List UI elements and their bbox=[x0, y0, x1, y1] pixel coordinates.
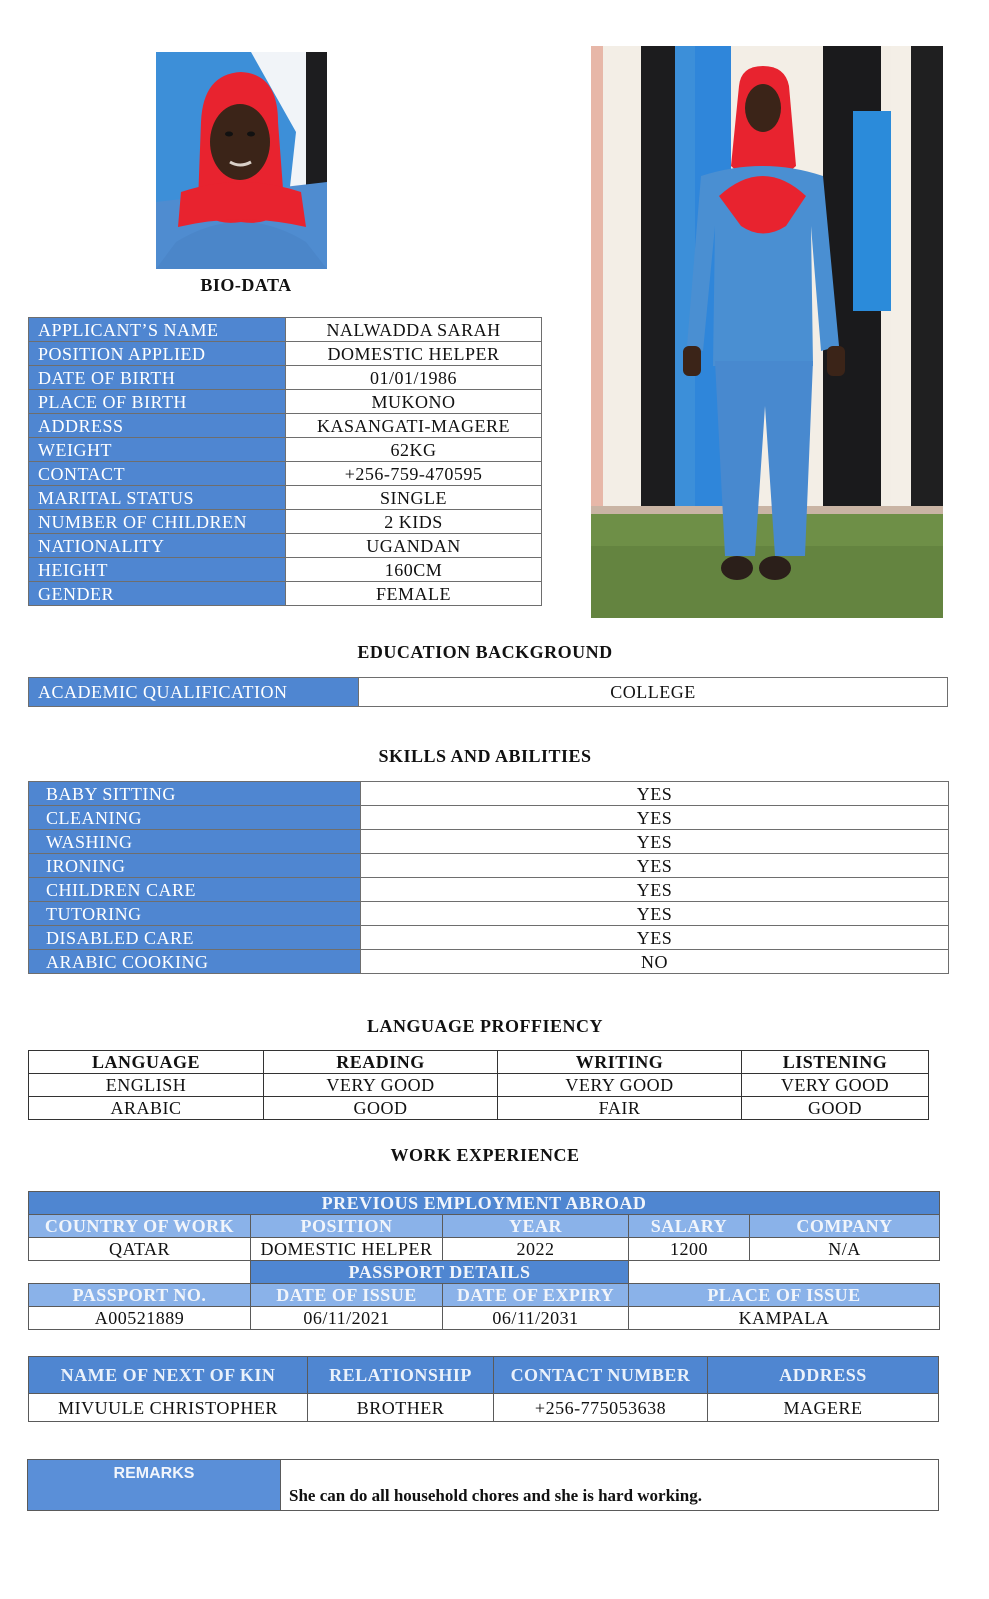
bio-value: UGANDAN bbox=[286, 534, 542, 558]
bio-label: NATIONALITY bbox=[29, 534, 286, 558]
skill-row bbox=[29, 926, 949, 950]
employment-header-row bbox=[29, 1215, 940, 1238]
blank-cell bbox=[29, 1261, 251, 1284]
skill-label: BABY SITTING bbox=[29, 782, 361, 806]
language-header: LANGUAGE bbox=[29, 1051, 264, 1074]
passport-header-row bbox=[29, 1284, 940, 1307]
bio-label: GENDER bbox=[29, 582, 286, 606]
employment-cell: QATAR bbox=[29, 1238, 251, 1261]
skill-value: YES bbox=[361, 926, 949, 950]
language-header: LISTENING bbox=[742, 1051, 929, 1074]
bio-label: POSITION APPLIED bbox=[29, 342, 286, 366]
employment-cell: 1200 bbox=[629, 1238, 750, 1261]
passport-cell: 06/11/2031 bbox=[443, 1307, 629, 1330]
skill-value: YES bbox=[361, 830, 949, 854]
bio-value: KASANGATI-MAGERE bbox=[286, 414, 542, 438]
language-cell: VERY GOOD bbox=[742, 1074, 929, 1097]
language-header-row bbox=[29, 1051, 929, 1074]
bio-row bbox=[29, 366, 542, 390]
employment-header: COUNTRY OF WORK bbox=[29, 1215, 251, 1238]
employment-cell: DOMESTIC HELPER bbox=[251, 1238, 443, 1261]
passport-header: DATE OF EXPIRY bbox=[443, 1284, 629, 1307]
employment-header: SALARY bbox=[629, 1215, 750, 1238]
skill-row bbox=[29, 854, 949, 878]
employment-caption: PREVIOUS EMPLOYMENT ABROAD bbox=[29, 1192, 940, 1215]
kin-cell: BROTHER bbox=[308, 1394, 494, 1422]
skill-row bbox=[29, 806, 949, 830]
language-table bbox=[28, 1050, 929, 1120]
kin-header: NAME OF NEXT OF KIN bbox=[29, 1357, 308, 1394]
language-row bbox=[29, 1074, 929, 1097]
skill-row bbox=[29, 950, 949, 974]
bio-label: PLACE OF BIRTH bbox=[29, 390, 286, 414]
bio-row bbox=[29, 558, 542, 582]
kin-cell: MAGERE bbox=[708, 1394, 939, 1422]
employment-header: COMPANY bbox=[750, 1215, 940, 1238]
full-body-photo bbox=[591, 46, 943, 618]
bio-label: APPLICANT’S NAME bbox=[29, 318, 286, 342]
next-of-kin-table bbox=[28, 1356, 939, 1422]
language-cell: GOOD bbox=[264, 1097, 498, 1120]
portrait-photo bbox=[156, 52, 327, 269]
kin-header: ADDRESS bbox=[708, 1357, 939, 1394]
skill-row bbox=[29, 902, 949, 926]
skills-table bbox=[28, 781, 949, 974]
skill-label: IRONING bbox=[29, 854, 361, 878]
passport-cell: A00521889 bbox=[29, 1307, 251, 1330]
passport-row bbox=[29, 1307, 940, 1330]
bio-row bbox=[29, 462, 542, 486]
language-header: WRITING bbox=[498, 1051, 742, 1074]
skills-title: SKILLS AND ABILITIES bbox=[378, 746, 592, 766]
kin-cell: +256-775053638 bbox=[494, 1394, 708, 1422]
employment-cell: N/A bbox=[750, 1238, 940, 1261]
bio-label: WEIGHT bbox=[29, 438, 286, 462]
passport-header: PASSPORT NO. bbox=[29, 1284, 251, 1307]
bio-data-title: BIO-DATA bbox=[200, 275, 292, 295]
kin-header: RELATIONSHIP bbox=[308, 1357, 494, 1394]
remarks-text: She can do all household chores and she is hard working. bbox=[281, 1460, 939, 1511]
language-cell: VERY GOOD bbox=[264, 1074, 498, 1097]
skill-row bbox=[29, 830, 949, 854]
bio-row bbox=[29, 534, 542, 558]
bio-row bbox=[29, 318, 542, 342]
employment-caption-row bbox=[29, 1192, 940, 1215]
education-label: ACADEMIC QUALIFICATION bbox=[29, 678, 359, 707]
bio-row bbox=[29, 486, 542, 510]
bio-value: +256-759-470595 bbox=[286, 462, 542, 486]
passport-cell: KAMPALA bbox=[629, 1307, 940, 1330]
bio-label: CONTACT bbox=[29, 462, 286, 486]
bio-value: FEMALE bbox=[286, 582, 542, 606]
language-title: LANGUAGE PROFFIENCY bbox=[366, 1016, 603, 1036]
bio-row bbox=[29, 342, 542, 366]
work-experience-title: WORK EXPERIENCE bbox=[390, 1145, 580, 1165]
remarks-table bbox=[27, 1459, 939, 1511]
bio-value: 2 KIDS bbox=[286, 510, 542, 534]
language-header: READING bbox=[264, 1051, 498, 1074]
education-value: COLLEGE bbox=[359, 678, 948, 707]
education-row bbox=[29, 678, 948, 707]
language-row bbox=[29, 1097, 929, 1120]
language-cell: ARABIC bbox=[29, 1097, 264, 1120]
kin-cell: MIVUULE CHRISTOPHER bbox=[29, 1394, 308, 1422]
passport-cell: 06/11/2021 bbox=[251, 1307, 443, 1330]
bio-label: MARITAL STATUS bbox=[29, 486, 286, 510]
bio-row bbox=[29, 438, 542, 462]
skill-value: YES bbox=[361, 806, 949, 830]
employment-header: POSITION bbox=[251, 1215, 443, 1238]
skill-row bbox=[29, 878, 949, 902]
skill-value: YES bbox=[361, 878, 949, 902]
skill-label: TUTORING bbox=[29, 902, 361, 926]
remarks-label: REMARKS bbox=[28, 1460, 281, 1511]
skill-value: YES bbox=[361, 782, 949, 806]
passport-header: PLACE OF ISSUE bbox=[629, 1284, 940, 1307]
education-title: EDUCATION BACKGROUND bbox=[357, 642, 613, 662]
education-table bbox=[28, 677, 948, 707]
employment-header: YEAR bbox=[443, 1215, 629, 1238]
bio-value: MUKONO bbox=[286, 390, 542, 414]
skill-value: YES bbox=[361, 854, 949, 878]
kin-row bbox=[29, 1394, 939, 1422]
skill-value: YES bbox=[361, 902, 949, 926]
remarks-row bbox=[28, 1460, 939, 1511]
language-cell: GOOD bbox=[742, 1097, 929, 1120]
bio-row bbox=[29, 390, 542, 414]
bio-value: 62KG bbox=[286, 438, 542, 462]
bio-value: NALWADDA SARAH bbox=[286, 318, 542, 342]
passport-caption: PASSPORT DETAILS bbox=[251, 1261, 629, 1284]
employment-row bbox=[29, 1238, 940, 1261]
skill-label: CLEANING bbox=[29, 806, 361, 830]
bio-data-table bbox=[28, 317, 542, 606]
language-cell: FAIR bbox=[498, 1097, 742, 1120]
passport-caption-row bbox=[29, 1261, 940, 1284]
bio-row bbox=[29, 510, 542, 534]
employment-cell: 2022 bbox=[443, 1238, 629, 1261]
skill-label: ARABIC COOKING bbox=[29, 950, 361, 974]
bio-row bbox=[29, 414, 542, 438]
skill-label: DISABLED CARE bbox=[29, 926, 361, 950]
skill-label: WASHING bbox=[29, 830, 361, 854]
passport-header: DATE OF ISSUE bbox=[251, 1284, 443, 1307]
kin-header: CONTACT NUMBER bbox=[494, 1357, 708, 1394]
kin-header-row bbox=[29, 1357, 939, 1394]
skill-row bbox=[29, 782, 949, 806]
bio-value: 01/01/1986 bbox=[286, 366, 542, 390]
language-cell: VERY GOOD bbox=[498, 1074, 742, 1097]
bio-value: 160CM bbox=[286, 558, 542, 582]
blank-cell bbox=[629, 1261, 940, 1284]
skill-value: NO bbox=[361, 950, 949, 974]
bio-row bbox=[29, 582, 542, 606]
bio-label: ADDRESS bbox=[29, 414, 286, 438]
bio-label: HEIGHT bbox=[29, 558, 286, 582]
bio-value: SINGLE bbox=[286, 486, 542, 510]
skill-label: CHILDREN CARE bbox=[29, 878, 361, 902]
bio-value: DOMESTIC HELPER bbox=[286, 342, 542, 366]
bio-label: DATE OF BIRTH bbox=[29, 366, 286, 390]
bio-label: NUMBER OF CHILDREN bbox=[29, 510, 286, 534]
work-experience-table bbox=[28, 1191, 940, 1330]
language-cell: ENGLISH bbox=[29, 1074, 264, 1097]
